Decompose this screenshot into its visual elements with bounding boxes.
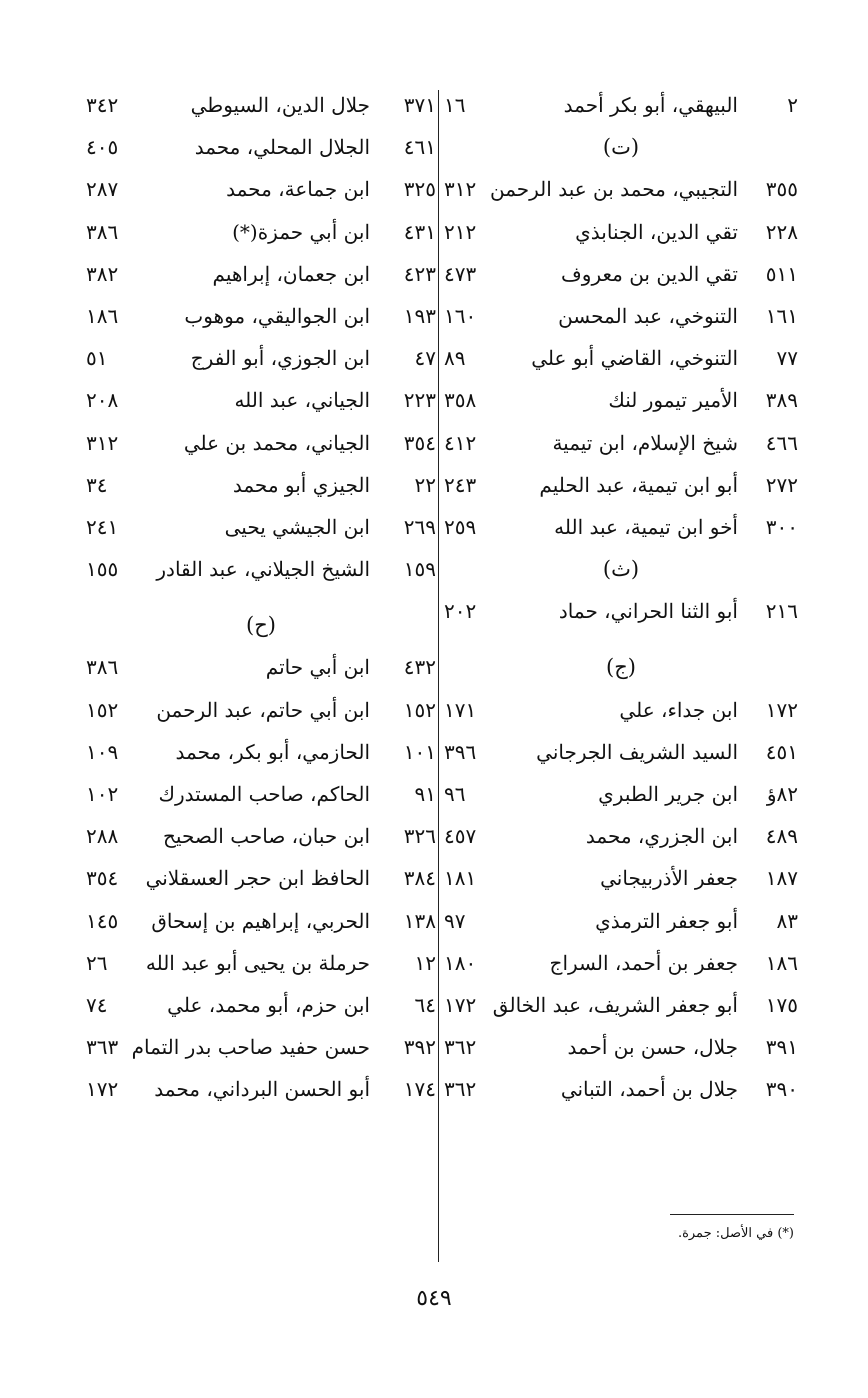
entry-number: ٤٧ [414,346,436,371]
entry-name: حسن حفيد صاحب بدر التمام [131,1035,370,1060]
index-entry [444,900,798,942]
entry-number: ٢٢٣ [403,388,436,413]
entry-name: الأمير تيمور لنك [608,388,738,413]
entry-page: ٧٤ [86,992,108,1017]
index-entry [86,464,436,506]
index-entry [86,942,436,984]
entry-number: ١٦١ [765,303,798,328]
entry-page: ٩٧ [444,908,466,933]
index-column-left [86,84,436,1111]
entry-name: أبو جعفر الترمذي [595,908,738,933]
entry-page: ٩٦ [444,782,466,806]
entry-number: ٤٣١ [403,219,436,244]
entry-page: ٢١٢ [444,219,477,244]
entry-name: ابن الجيشي يحيى [224,514,370,539]
entry-name: ابن الجوزي، أبو الفرج [190,346,370,371]
index-entry [444,1026,798,1068]
entry-page: ٣٨٢ [86,261,119,286]
entry-number: ١٧٢ [765,697,798,722]
section-letter-heading: (ت) [602,135,640,160]
index-entry [444,379,798,421]
entry-name: ابن جداء، علي [619,697,738,722]
entry-number: ٣٩٢ [403,1035,436,1060]
entry-name: تقي الدين بن معروف [561,261,738,286]
entry-page: ١٧١ [444,697,477,722]
entry-number: ٤٦١ [403,135,436,160]
index-entry [444,211,798,253]
entry-page: ١٧٢ [444,992,477,1017]
entry-page: ١٤٥ [86,908,119,933]
entry-page: ٣٩٦ [444,739,477,764]
index-entry [86,379,436,421]
entry-name: الشيخ الجيلاني، عبد القادر [156,557,370,582]
entry-page: ٢٤٣ [444,472,477,497]
index-entry [86,815,436,857]
section-letter-heading: (ث) [602,557,640,582]
entry-page: ١٨٠ [444,950,477,975]
entry-page: ١٦٠ [444,303,477,328]
entry-page: ٣٨٦ [86,655,119,680]
entry-number: ١٨٧ [765,866,798,891]
entry-number: ١٧٥ [765,992,798,1017]
index-entry [86,900,436,942]
entry-name: أبو جعفر الشريف، عبد الخالق [492,992,738,1017]
entry-name: الحربي، إبراهيم بن إسحاق [151,908,370,933]
index-entry [86,548,436,590]
page-number: ٥٤٩ [416,1286,452,1311]
index-column-right [444,84,798,1111]
entry-page: ١٠٩ [86,739,119,764]
index-entry [444,1068,798,1110]
entry-name: ابن الجواليقي، موهوب [184,303,370,328]
index-entry [86,422,436,464]
index-entry [86,689,436,731]
entry-name: أبو الحسن البرداني، محمد [154,1077,370,1102]
entry-number: ٣٩٠ [765,1077,798,1102]
entry-number: ١٥٢ [403,697,436,722]
entry-page: ٨٩ [444,346,466,371]
entry-name: الجلال المحلي، محمد [194,135,370,160]
index-entry [86,337,436,379]
index-entry [444,815,798,857]
index-entry [444,942,798,984]
entry-name: السيد الشريف الجرجاني [536,739,738,764]
entry-page: ٣١٢ [444,177,477,202]
entry-page: ٢٠٢ [444,599,477,624]
entry-page: ١٦ [444,93,466,117]
entry-name: جلال، حسن بن أحمد [567,1035,738,1060]
index-entry [444,506,798,548]
entry-name: ابن جرير الطبري [598,782,738,806]
entry-number: ٣٢٦ [403,824,436,849]
entry-name: الجيزي أبو محمد [232,472,370,497]
index-entry [86,1026,436,1068]
entry-name: جلال بن أحمد، التباني [560,1077,738,1102]
index-entry [86,84,436,126]
entry-number: ٢٢ [414,472,436,497]
index-entry [444,689,798,731]
index-entry [86,295,436,337]
index-entry [444,337,798,379]
entry-name: ابن جماعة، محمد [226,177,370,202]
entry-number: ١٧٤ [403,1077,436,1102]
entry-name: جعفر الأذربيجاني [600,866,738,891]
index-entry [444,84,798,126]
index-entry [86,506,436,548]
entry-page: ٤٧٣ [444,261,477,286]
index-entry [86,253,436,295]
entry-name: الحاكم، صاحب المستدرك [158,782,370,806]
entry-number: ٢٧٢ [765,472,798,497]
index-entry [86,211,436,253]
entry-name: ابن الجزري، محمد [585,824,738,849]
footnote-rule [670,1214,794,1215]
entry-number: ٩١ [414,782,436,806]
section-gap [444,632,798,646]
entry-number: ٨٣ [776,908,798,933]
entry-name: جلال الدين، السيوطي [190,93,370,117]
entry-name: ابن حبان، صاحب الصحيح [163,824,370,849]
index-entry [444,590,798,632]
index-entry [86,731,436,773]
index-entry [444,295,798,337]
index-entry [86,773,436,815]
entry-page: ٣٨٦ [86,219,119,244]
entry-number: ٣٨٤ [403,866,436,891]
index-entry [86,646,436,688]
entry-page: ٣٤٢ [86,93,119,117]
entry-page: ٣١٢ [86,430,119,455]
entry-name: ابن أبي حمزة(*) [232,219,370,244]
entry-number: ٧٧ [776,346,798,371]
entry-name: تقي الدين، الجنابذي [575,219,738,244]
entry-page: ٤١٢ [444,430,477,455]
entry-name: التنوخي، عبد المحسن [558,303,738,328]
entry-number: ١٠١ [403,739,436,764]
entry-number: ٣٧١ [403,93,436,117]
entry-number: ٣٨٩ [765,388,798,413]
entry-name: أبو الثنا الحراني، حماد [558,599,738,624]
entry-page: ٣٥٤ [86,866,119,891]
entry-name: الحازمي، أبو بكر، محمد [175,739,370,764]
entry-page: ٣٦٢ [444,1035,477,1060]
entry-name: الجياني، محمد بن علي [183,430,370,455]
entry-page: ١٠٢ [86,782,119,806]
index-entry [444,731,798,773]
entry-number: ٣٢٥ [403,177,436,202]
entry-page: ٣٦٣ [86,1035,119,1060]
entry-name: ابن أبي حاتم، عبد الرحمن [156,697,370,722]
entry-page: ٢٤١ [86,514,119,539]
entry-page: ١٨٦ [86,303,119,328]
entry-number: ٤٦٦ [765,430,798,455]
index-entry [444,168,798,210]
entry-name: التنوخي، القاضي أبو علي [531,346,738,371]
entry-page: ٣٦٢ [444,1077,477,1102]
index-entry [86,857,436,899]
entry-page: ٥١ [86,346,108,371]
entry-name: حرملة بن يحيى أبو عبد الله [145,950,370,975]
index-entry [444,422,798,464]
entry-number: ٥١١ [765,261,798,286]
index-entry [86,1068,436,1110]
entry-page: ٢٥٩ [444,514,477,539]
entry-page: ٣٥٨ [444,388,477,413]
index-entry [444,464,798,506]
section-letter-heading: (ج) [606,655,636,680]
index-entry [86,168,436,210]
index-entry [444,857,798,899]
entry-number: ١٩٣ [403,303,436,328]
entry-page: ١٧٢ [86,1077,119,1102]
entry-number: ١٢ [414,950,436,975]
entry-page: ١٥٢ [86,697,119,722]
entry-page: ٤٥٧ [444,824,477,849]
entry-name: الحافظ ابن حجر العسقلاني [145,866,370,891]
entry-number: ٣٠٠ [765,514,798,539]
entry-number: ١٣٨ [403,908,436,933]
entry-number: ٤٨٩ [765,824,798,849]
index-entry [444,773,798,815]
index-entry [86,126,436,168]
entry-number: ٢١٦ [765,599,798,624]
entry-name: شيخ الإسلام، ابن تيمية [552,430,738,455]
footnote: (*) في الأصل: جمرة. [677,1226,794,1241]
entry-number: ٣٥٥ [765,177,798,202]
entry-page: ١٨١ [444,866,477,891]
entry-name: الجياني، عبد الله [234,388,370,413]
entry-number: ١٨٦ [765,950,798,975]
entry-number: ٢٦٩ [403,514,436,539]
entry-page: ١٥٥ [86,557,119,582]
entry-number: ٢ [787,93,798,117]
entry-name: أبو ابن تيمية، عبد الحليم [539,472,738,497]
entry-page: ٢٠٨ [86,388,119,413]
entry-name: ابن جعمان، إبراهيم [212,261,370,286]
entry-name: أخو ابن تيمية، عبد الله [554,514,738,539]
entry-name: التجيبي، محمد بن عبد الرحمن [490,177,738,202]
entry-page: ٢٨٨ [86,824,119,849]
entry-number: ٦٤ [414,992,436,1017]
index-entry [86,984,436,1026]
entry-number: ٨٢ؤ [766,782,798,806]
column-divider [438,90,439,1262]
section-gap [86,590,436,604]
entry-number: ٢٢٨ [765,219,798,244]
index-entry [444,984,798,1026]
entry-number: ٣٥٤ [403,430,436,455]
entry-number: ٤٢٣ [403,261,436,286]
entry-page: ٢٦ [86,950,108,975]
index-entry [444,253,798,295]
entry-number: ٣٩١ [765,1035,798,1060]
entry-number: ١٥٩ [403,557,436,582]
entry-number: ٤٥١ [765,739,798,764]
entry-name: ابن حزم، أبو محمد، علي [167,992,370,1017]
entry-name: جعفر بن أحمد، السراج [549,950,738,975]
entry-number: ٤٣٢ [403,655,436,680]
entry-name: البيهقي، أبو بكر أحمد [563,93,738,117]
entry-page: ٢٨٧ [86,177,119,202]
entry-page: ٤٠٥ [86,135,119,160]
section-letter-heading: (ح) [246,613,276,638]
entry-page: ٣٤ [86,472,108,497]
entry-name: ابن أبي حاتم [265,655,370,680]
